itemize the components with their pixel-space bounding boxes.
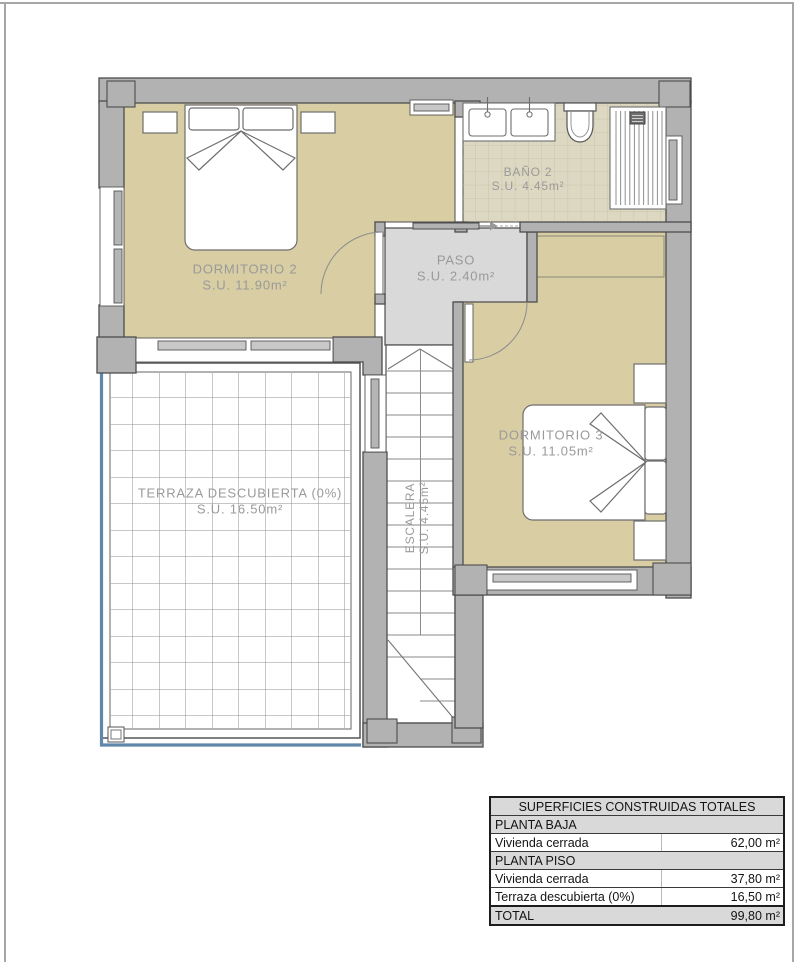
room-label-escalera xyxy=(403,482,431,555)
totals-table xyxy=(489,796,785,926)
room-label-terraza xyxy=(138,486,342,517)
wardrobe-dormitorio-3 xyxy=(530,236,664,277)
room-label-dormitorio-2 xyxy=(193,262,298,293)
sliding-door-bano xyxy=(413,223,479,229)
wall-stair-left xyxy=(363,452,387,747)
wall-paso-dorm3 xyxy=(527,232,537,302)
table-title: SUPERFICIES CONSTRUIDAS TOTALES xyxy=(518,799,756,814)
corner-post-dorm2-bl xyxy=(97,337,136,373)
row-label: Terraza descubierta (0%) xyxy=(495,889,635,904)
bed2-pillow-left xyxy=(189,108,239,130)
table-row-vivienda-cerrada-piso xyxy=(491,869,783,887)
bed3-nightstand-bottom xyxy=(634,521,666,560)
room-label-bano-2 xyxy=(492,165,565,193)
row-value: 62,00 m² xyxy=(661,834,783,851)
door-leaf-dormitorio-2 xyxy=(375,232,383,294)
room-area: S.U. 11.90m² xyxy=(202,277,288,292)
row-value: 16,50 m² xyxy=(661,888,783,905)
room-name: TERRAZA DESCUBIERTA (0%) xyxy=(137,485,343,501)
wall-top xyxy=(99,78,691,103)
room-name: BAÑO 2 xyxy=(503,165,553,179)
wall-dorm3-left xyxy=(453,302,463,567)
row-label: TOTAL xyxy=(495,908,535,923)
room-label-dormitorio-3 xyxy=(499,428,604,459)
toilet-tank xyxy=(564,103,596,111)
terraza-drain xyxy=(108,727,124,742)
room-name: ESCALERA xyxy=(403,482,417,554)
terraza-area xyxy=(101,363,361,745)
window-dorm2-left-sash-1 xyxy=(114,191,122,245)
room-name: DORMITORIO 3 xyxy=(498,427,604,443)
sink-tap-1-knob xyxy=(485,112,490,117)
window-stair-left-sash xyxy=(371,379,379,448)
row-label: Vivienda cerrada xyxy=(495,835,589,850)
corner-post-dorm3-bl xyxy=(455,565,487,595)
corner-post-stair-bl xyxy=(367,719,397,743)
wall-left-lower xyxy=(99,305,124,340)
room-area: S.U. 4.45m² xyxy=(491,179,565,193)
bed2-pillow-right xyxy=(243,108,293,130)
window-bano-right-sash xyxy=(669,140,677,200)
window-dorm2-top-alcove-sash xyxy=(414,104,449,111)
room-area: S.U. 11.05m² xyxy=(508,443,594,458)
window-dorm2-bottom-sash-2 xyxy=(251,341,330,350)
corner-post-dorm3-br xyxy=(653,563,691,595)
table-header-row xyxy=(491,798,783,815)
wall-left-upper xyxy=(99,101,124,188)
window-dorm2-left-sash-2 xyxy=(114,249,122,303)
table-row-planta-baja xyxy=(491,815,783,833)
room-name: PASO xyxy=(436,252,476,268)
room-label-paso xyxy=(417,253,495,284)
room-area: S.U. 2.40m² xyxy=(416,268,496,283)
window-dorm3-bottom-sash xyxy=(493,574,631,582)
bed2-nightstand-right xyxy=(301,112,335,133)
bed3-body xyxy=(523,405,645,520)
corner-post-top-left xyxy=(107,81,135,107)
row-value: 99,80 m² xyxy=(730,908,780,923)
door-leaf-dormitorio-3 xyxy=(465,304,473,362)
sink-tap-2-knob xyxy=(527,112,532,117)
row-label: PLANTA BAJA xyxy=(495,817,577,832)
bed3-nightstand-top xyxy=(634,364,666,403)
terraza-tile-grid xyxy=(111,373,350,728)
table-row-total xyxy=(491,905,783,924)
room-area: S.U. 16.50m² xyxy=(196,501,284,516)
table-row-terraza-descubierta xyxy=(491,887,783,905)
wall-bano-south-right xyxy=(520,222,691,232)
row-value: 37,80 m² xyxy=(661,870,783,887)
room-name: DORMITORIO 2 xyxy=(192,261,298,277)
wall-stair-right-lower xyxy=(455,595,483,728)
room-area: S.U. 4.45m² xyxy=(417,481,431,555)
bed3-pillow-bottom xyxy=(645,461,666,514)
table-row-vivienda-cerrada-baja xyxy=(491,833,783,851)
corner-post-top-right xyxy=(659,81,690,107)
window-dorm2-bottom-sash-1 xyxy=(158,341,246,350)
row-label: Vivienda cerrada xyxy=(495,871,589,886)
bed3-pillow-top xyxy=(645,407,666,460)
bed2-nightstand-left xyxy=(143,112,177,133)
wall-dorm2-paso-lower xyxy=(375,294,385,304)
table-row-planta-piso xyxy=(491,851,783,869)
row-label: PLANTA PISO xyxy=(495,853,576,868)
